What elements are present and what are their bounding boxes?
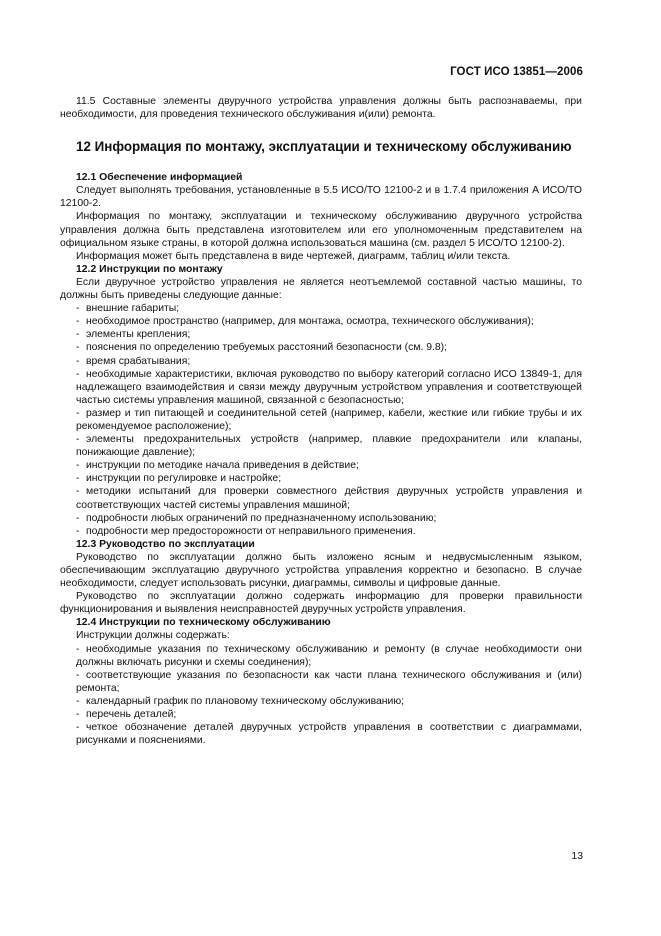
paragraph <box>60 629 582 642</box>
list-dash: - <box>76 473 80 485</box>
list-item <box>60 315 582 328</box>
text: Руководство по эксплуатации должно содержать информацию для проверки правильности функционирования и выявления неисправностей двуручных устройств управления. <box>60 591 582 616</box>
list-item <box>60 433 582 459</box>
list-item <box>60 459 582 472</box>
subsection-heading <box>60 538 582 551</box>
text: 12 Информация по монтажу, эксплуатации и техническому обслуживанию <box>76 139 572 155</box>
text: Следует выполнять требования, установленные в 5.5 ИСО/ТО 12100-2 и в 1.7.4 приложения А ИСО/ТО 12100-2. <box>60 185 582 210</box>
list-dash: - <box>76 316 80 328</box>
subsection-heading <box>60 171 582 184</box>
text: время срабатывания; <box>86 355 191 367</box>
text: методики испытаний для проверки совместного действия двуручных устройств управления и соответствующих частей системы управления машиной; <box>76 486 582 511</box>
text: необходимое пространство (например, для монтажа, осмотра, технического обслуживания); <box>86 316 534 328</box>
section-heading <box>60 139 582 155</box>
text: Руководство по эксплуатации должно быть изложено ясным и недвусмысленным языком, обеспечивающим эксплуатацию двуручного устройства управления корректно и безопасно. В случае необходимости, следует использовать рисунки, диаграммы, символы и цифровые данные. <box>60 551 582 590</box>
list-item <box>60 328 582 341</box>
list-dash: - <box>76 342 80 354</box>
text: внешние габариты; <box>86 303 180 315</box>
text: перечень деталей; <box>86 709 177 721</box>
list-dash: - <box>76 643 80 655</box>
page-number: 13 <box>571 851 583 862</box>
text: Информация по монтажу, эксплуатации и техническому обслуживанию двуручного устройства управления должна быть представлена изготовителем или его уполномоченным представителем на официальном языке страны, в которой должна использоваться машина (см. раздел 5 ИСО/ТО 12100-2). <box>60 211 582 249</box>
paragraph <box>60 210 582 249</box>
list-item <box>60 302 582 315</box>
list-item <box>60 407 582 433</box>
paragraph <box>60 551 582 590</box>
text: 12.4 Инструкции по техническому обслуживанию <box>76 617 331 629</box>
list-dash: - <box>76 525 80 537</box>
list-dash: - <box>76 368 80 380</box>
list-dash: - <box>76 460 80 472</box>
text: 12.2 Инструкции по монтажу <box>76 263 223 275</box>
text: инструкции по регулировке и настройке; <box>86 473 282 485</box>
text: пояснения по определению требуемых расстояний безопасности (см. 9.8); <box>86 342 448 354</box>
text: подробности любых ограничений по предназначенному использованию; <box>86 512 437 524</box>
list-dash: - <box>76 486 80 498</box>
text: необходимые указания по техническому обслуживанию и ремонту (в случае необходимости они должны включать рисунки и схемы соединения); <box>76 643 582 668</box>
list-dash: - <box>76 407 80 419</box>
list-item <box>60 341 582 354</box>
list-dash: - <box>76 329 80 341</box>
text: элементы крепления; <box>86 329 191 341</box>
paragraph <box>60 276 582 302</box>
document-body <box>60 95 582 747</box>
text: элементы предохранительных устройств (например, плавкие предохранители или клапаны, понижающие давление); <box>76 434 582 459</box>
list-item <box>60 669 582 695</box>
list-dash: - <box>76 669 80 681</box>
paragraph <box>60 590 582 616</box>
text: подробности мер предосторожности от неправильного применения. <box>86 525 416 537</box>
list-dash: - <box>76 709 80 721</box>
text: размер и тип питающей и соединительной сетей (например, кабели, жесткие или гибкие трубы и их рекомендуемое расположение); <box>76 407 582 432</box>
list-item <box>60 355 582 368</box>
paragraph <box>60 184 582 210</box>
list-item <box>60 472 582 485</box>
text: Информация может быть представлена в виде чертежей, диаграмм, таблиц и/или текста. <box>76 250 511 262</box>
list-item <box>60 643 582 669</box>
list-item <box>60 525 582 538</box>
paragraph <box>60 95 582 121</box>
list-dash: - <box>76 695 80 707</box>
text: Если двуручное устройство управления не является неотъемлемой составной частью машины, то должны быть приведены следующие данные: <box>60 276 582 302</box>
paragraph <box>60 250 582 263</box>
text: 11.5 Составные элементы двуручного устройства управления должны быть распознаваемы, при необходимости, для проведения технического обслуживания и(или) ремонта. <box>60 96 582 121</box>
text: 12.1 Обеспечение информацией <box>76 172 243 184</box>
list-item <box>60 695 582 708</box>
list-dash: - <box>76 434 80 446</box>
list-item <box>60 485 582 511</box>
list-dash: - <box>76 303 80 315</box>
text: 12.3 Руководство по эксплуатации <box>76 538 255 550</box>
list-item <box>60 368 582 407</box>
list-dash: - <box>76 512 80 524</box>
list-dash: - <box>76 722 80 734</box>
text: соответствующие указания по безопасности как части плана технического обслуживания и (или) ремонта; <box>76 669 582 694</box>
text: календарный график по плановому техническому обслуживанию; <box>86 695 405 707</box>
list-item <box>60 721 582 747</box>
list-dash: - <box>76 355 80 367</box>
text: необходимые характеристики, включая руководство по выбору категорий согласно ИСО 13849-1, для надлежащего взаимодействия и связи между двуручным устройством управления и соответствующей частью системы управления машиной, связанной с безопасностью; <box>76 368 582 406</box>
document-code: ГОСТ ИСО 13851—2006 <box>450 66 583 78</box>
list-item <box>60 512 582 525</box>
subsection-heading <box>60 616 582 629</box>
subsection-heading <box>60 263 582 276</box>
text: четкое обозначение деталей двуручных устройств управления в соответствии с диаграммами, рисунками и пояснениями. <box>76 722 582 747</box>
list-item <box>60 708 582 721</box>
text: инструкции по методике начала приведения в действие; <box>86 460 359 472</box>
text: Инструкции должны содержать: <box>76 630 230 642</box>
